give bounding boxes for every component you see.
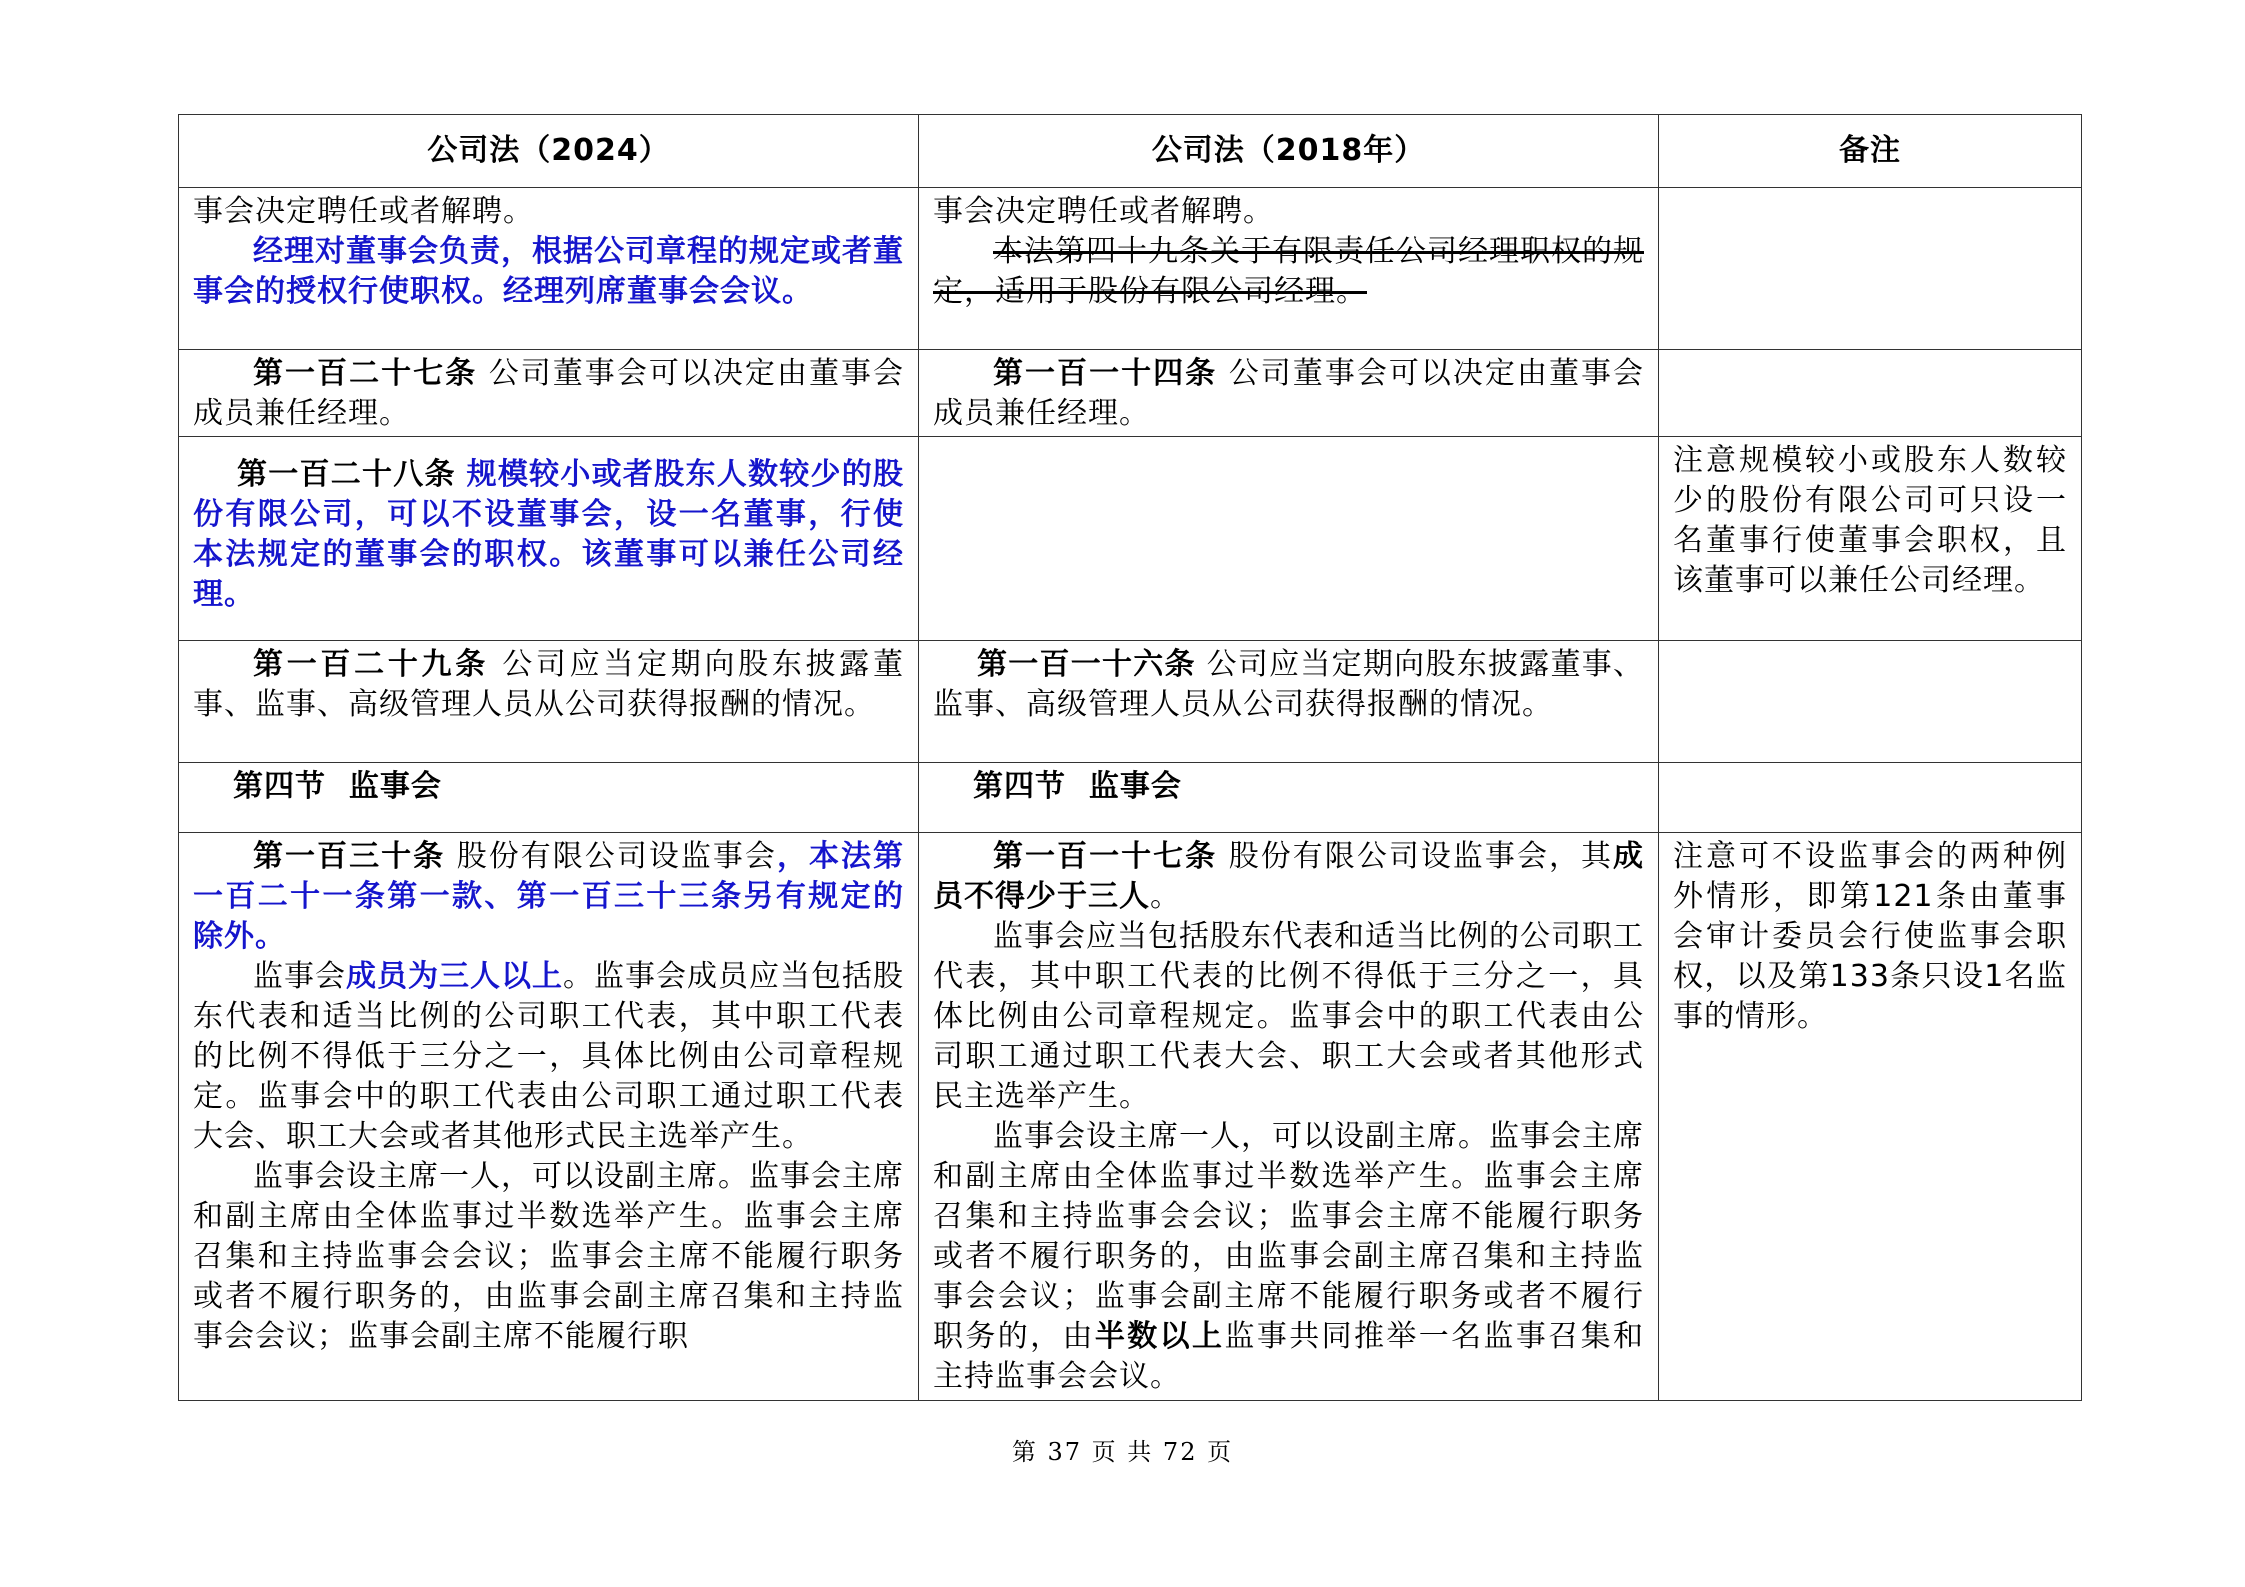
added-text: 规模较小或者股东人数较少的股份有限公司，可以不设董事会，设一名董事，行使本法规定的董事会的职权。该董事可以兼任公司经理。 [193, 457, 905, 612]
article-text: 股份有限公司设监事会 [456, 839, 777, 874]
text-paragraph: 监事会设主席一人，可以设副主席。监事会主席和副主席由全体监事过半数选举产生。监事会主席召集和主持监事会会议；监事会主席不能履行职务或者不履行职务的，由监事会副主席召集和主持监事会会议；监事会副主席不能履行职 [193, 1159, 904, 1354]
header-note: 备注 [1659, 115, 2082, 188]
cell-note [1659, 188, 2082, 350]
article-number: 第一百二十八条 [237, 457, 456, 492]
section-title: 第四节 监事会 [973, 769, 1182, 804]
text-fragment: 监事会设主席一人，可以设副主席。监事会主席和副主席由全体监事过半数选举产生。监事会主席召集和主持监事会会议；监事会主席不能履行职务或者不履行职务的，由监事会副主席召集和主持监事会会议；监事会副主席不能履行职务或者不履行职务的，由 [933, 1119, 1644, 1354]
section-row [179, 763, 2082, 833]
table-row [179, 350, 2082, 437]
cell-2018 [919, 437, 1659, 641]
cell-2018 [919, 641, 1659, 763]
table-row [179, 641, 2082, 763]
cell-2018 [919, 350, 1659, 437]
header-2024: 公司法（2024） [179, 115, 919, 188]
text-fragment: 。 [1150, 879, 1181, 914]
deleted-text: 本法第四十九条关于有限责任公司经理职权的规定，适用于股份有限公司经理。 [933, 234, 1644, 309]
table-row [179, 188, 2082, 350]
note-text: 注意规模较小或股东人数较少的股份有限公司可只设一名董事行使董事会职权，且该董事可以兼任公司经理。 [1673, 443, 2067, 598]
text-paragraph: 监事会应当包括股东代表和适当比例的公司职工代表，其中职工代表的比例不得低于三分之一，具体比例由公司章程规定。监事会中的职工代表由公司职工通过职工代表大会、职工大会或者其他形式民主选举产生。 [933, 919, 1644, 1114]
law-comparison-table [178, 114, 2082, 1401]
cell-2018 [919, 833, 1659, 1401]
cell-2024 [179, 763, 919, 833]
cell-2018 [919, 763, 1659, 833]
cell-note [1659, 763, 2082, 833]
article-number: 第一百一十七条 [993, 839, 1218, 874]
article-text: 公司应当定期向股东披露董事、监事、高级管理人员从公司获得报酬的情况。 [193, 647, 905, 722]
article-text: 股份有限公司设监事会，其 [1228, 839, 1614, 874]
header-row [179, 115, 2082, 188]
cell-2024 [179, 833, 919, 1401]
article-number: 第一百一十六条 [977, 647, 1196, 682]
article-number: 第一百二十九条 [253, 647, 489, 682]
cell-2024 [179, 188, 919, 350]
text-fragment: 。监事会成员应当包括股东代表和适当比例的公司职工代表，其中职工代表的比例不得低于三分之一，具体比例由公司章程规定。监事会中的职工代表由公司职工通过职工代表大会、职工大会或者其他形式民主选举产生。 [193, 959, 904, 1154]
article-number: 第一百一十四条 [993, 356, 1218, 391]
article-number: 第一百三十条 [253, 839, 446, 874]
table-row [179, 833, 2082, 1401]
page-footer: 第 37 页 共 72 页 [1011, 1438, 1234, 1466]
cell-note [1659, 350, 2082, 437]
text-fragment: 监事共同推举一名监事召集和主持监事会会议。 [933, 1319, 1645, 1394]
cell-2024 [179, 350, 919, 437]
article-text: 公司董事会可以决定由董事会成员兼任经理。 [193, 356, 905, 431]
cell-note [1659, 641, 2082, 763]
emphasis-text: 半数以上 [1094, 1319, 1225, 1354]
header-2018: 公司法（2018年） [919, 115, 1659, 188]
cell-note [1659, 437, 2082, 641]
cell-2024 [179, 641, 919, 763]
cell-note [1659, 833, 2082, 1401]
cell-2018 [919, 188, 1659, 350]
article-text: 公司应当定期向股东披露董事、监事、高级管理人员从公司获得报酬的情况。 [933, 647, 1645, 722]
text-fragment: 监事会 [253, 959, 346, 994]
article-text: 公司董事会可以决定由董事会成员兼任经理。 [933, 356, 1645, 431]
section-title: 第四节 监事会 [233, 769, 442, 804]
added-text: 经理对董事会负责，根据公司章程的规定或者董事会的授权行使职权。经理列席董事会会议。 [193, 234, 904, 309]
note-text: 注意可不设监事会的两种例外情形，即第121条由董事会审计委员会行使监事会职权，以及第133条只设1名监事的情形。 [1673, 839, 2067, 1034]
table-row [179, 437, 2082, 641]
added-text: 成员为三人以上 [346, 959, 563, 994]
text-paragraph: 事会决定聘任或者解聘。 [193, 194, 534, 229]
text-paragraph: 事会决定聘任或者解聘。 [933, 194, 1274, 229]
article-number: 第一百二十七条 [253, 356, 478, 391]
added-text: ，本法第一百二十一条第一款、第一百三十三条另有规定的除外。 [193, 839, 905, 954]
cell-2024 [179, 437, 919, 641]
emphasis-text: 成员不得少于三人 [933, 839, 1645, 914]
